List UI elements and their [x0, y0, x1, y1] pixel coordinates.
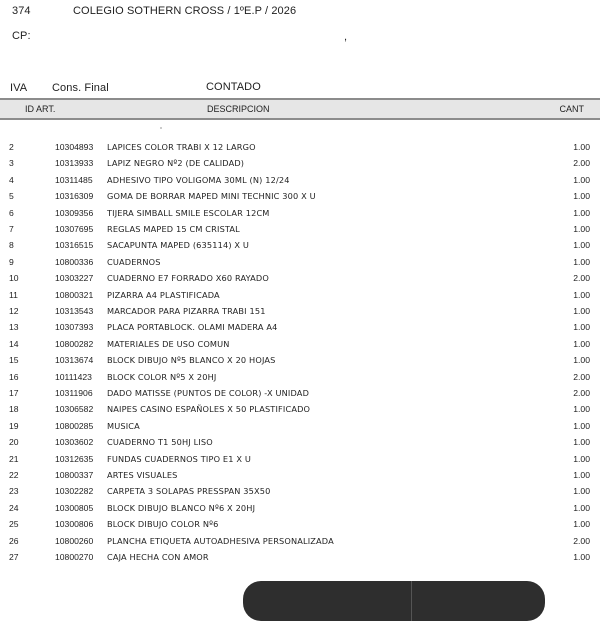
cp-comma: ,	[344, 31, 348, 43]
item-quantity: 1.00	[573, 240, 590, 251]
scan-speck	[160, 127, 162, 129]
article-id: 10300805	[55, 502, 94, 513]
article-id: 10309356	[55, 207, 94, 218]
iva-label: IVA	[10, 82, 28, 94]
item-quantity: 1.00	[573, 552, 590, 562]
item-description: LAPICES COLOR TRABI X 12 LARGO	[107, 142, 256, 152]
payment-type: CONTADO	[206, 81, 261, 93]
table-row	[0, 501, 600, 517]
article-id: 10312635	[55, 453, 94, 464]
iva-value: Cons. Final	[52, 82, 109, 94]
item-quantity: 2.00	[573, 388, 590, 398]
item-quantity: 1.00	[573, 256, 590, 267]
row-number: 4	[9, 174, 14, 185]
item-description: REGLAS MAPED 15 CM CRISTAL	[107, 224, 240, 234]
item-description: CUADERNO E7 FORRADO X60 RAYADO	[107, 273, 269, 284]
item-description: CAJA HECHA CON AMOR	[107, 552, 209, 562]
table-row	[0, 337, 600, 353]
table-row	[0, 370, 600, 386]
school-line: COLEGIO SOTHERN CROSS / 1ºE.P / 2026	[73, 5, 297, 17]
article-id: 10800282	[55, 338, 94, 349]
item-description: BLOCK DIBUJO COLOR Nº6	[107, 519, 219, 530]
article-id: 10311906	[55, 388, 93, 398]
row-number: 3	[9, 158, 14, 169]
article-id: 10800321	[55, 289, 94, 300]
row-number: 19	[9, 420, 19, 431]
toolbar-divider	[411, 581, 412, 621]
item-description: NAIPES CASINO ESPAÑOLES X 50 PLASTIFICADO	[107, 404, 311, 415]
item-quantity: 2.00	[573, 158, 590, 169]
document-number: 374	[12, 5, 31, 17]
table-row	[0, 140, 600, 156]
row-number: 9	[9, 256, 14, 267]
row-number: 20	[9, 437, 19, 448]
item-quantity: 1.00	[573, 191, 590, 202]
article-id: 10313933	[55, 158, 94, 169]
item-description: MUSICA	[107, 420, 140, 431]
article-id: 10303227	[55, 273, 94, 284]
column-header-id: ID ART.	[25, 104, 56, 114]
item-description: PLACA PORTABLOCK. OLAMI MADERA A4	[107, 322, 278, 333]
table-row	[0, 173, 600, 189]
article-id: 10800337	[55, 470, 94, 480]
table-row	[0, 517, 600, 533]
row-number: 12	[9, 306, 19, 316]
row-number: 8	[9, 240, 14, 251]
item-description: SACAPUNTA MAPED (635114) X U	[107, 240, 250, 251]
article-id: 10800336	[55, 256, 94, 267]
item-description: CUADERNO T1 50HJ LISO	[107, 437, 213, 448]
table-row	[0, 320, 600, 336]
row-number: 27	[9, 552, 19, 562]
table-row	[0, 468, 600, 484]
article-id: 10316309	[55, 191, 94, 202]
row-number: 11	[9, 289, 18, 300]
item-description: ARTES VISUALES	[107, 470, 178, 480]
item-quantity: 1.00	[573, 355, 590, 366]
row-number: 7	[9, 224, 14, 234]
item-quantity: 1.00	[573, 453, 590, 464]
table-row	[0, 484, 600, 500]
article-id: 10313674	[55, 355, 94, 366]
item-quantity: 1.00	[573, 142, 590, 152]
item-description: MARCADOR PARA PIZARRA TRABI 151	[107, 306, 266, 316]
row-number: 25	[9, 519, 19, 530]
article-id: 10311485	[55, 174, 93, 185]
cp-label: CP:	[12, 30, 31, 42]
table-row	[0, 222, 600, 238]
row-number: 26	[9, 535, 19, 546]
item-quantity: 2.00	[573, 273, 590, 284]
article-id: 10300806	[55, 519, 94, 530]
row-number: 16	[9, 371, 19, 382]
row-number: 13	[9, 322, 19, 333]
row-number: 10	[9, 273, 19, 284]
column-header-quantity: CANT	[559, 104, 584, 114]
item-description: DADO MATISSE (PUNTOS DE COLOR) -X UNIDAD	[107, 388, 310, 398]
article-id: 10307393	[55, 322, 94, 333]
table-row	[0, 435, 600, 451]
item-description: CARPETA 3 SOLAPAS PRESSPAN 35X50	[107, 486, 271, 497]
item-description: TIJERA SIMBALL SMILE ESCOLAR 12CM	[107, 207, 270, 218]
item-description: BLOCK DIBUJO Nº5 BLANCO X 20 HOJAS	[107, 355, 276, 366]
item-description: LAPIZ NEGRO Nº2 (DE CALIDAD)	[107, 158, 245, 169]
table-row	[0, 419, 600, 435]
item-quantity: 2.00	[573, 371, 590, 382]
article-id: 10111423	[55, 371, 92, 382]
item-quantity: 1.00	[573, 420, 590, 431]
article-id: 10316515	[55, 240, 94, 251]
table-row	[0, 386, 600, 402]
item-quantity: 1.00	[573, 289, 590, 300]
row-number: 2	[9, 142, 14, 152]
item-quantity: 1.00	[573, 519, 590, 530]
article-id: 10800260	[55, 535, 94, 546]
article-id: 10800270	[55, 552, 94, 562]
row-number: 22	[9, 470, 19, 480]
column-header-description: DESCRIPCION	[207, 104, 270, 114]
table-row	[0, 288, 600, 304]
item-description: BLOCK DIBUJO BLANCO Nº6 X 20HJ	[107, 502, 256, 513]
table-row	[0, 255, 600, 271]
item-description: PLANCHA ETIQUETA AUTOADHESIVA PERSONALIZADA	[107, 535, 334, 546]
table-header	[0, 98, 600, 120]
table-row	[0, 206, 600, 222]
article-id: 10313543	[55, 306, 94, 316]
item-quantity: 1.00	[573, 207, 590, 218]
row-number: 24	[9, 502, 19, 513]
row-number: 5	[9, 191, 14, 202]
table-row	[0, 189, 600, 205]
item-quantity: 1.00	[573, 338, 590, 349]
article-id: 10303602	[55, 437, 94, 448]
article-id: 10307695	[55, 224, 94, 234]
item-description: CUADERNOS	[107, 256, 161, 267]
item-description: ADHESIVO TIPO VOLIGOMA 30ML (N) 12/24	[107, 174, 290, 185]
row-number: 21	[9, 453, 19, 464]
table-row	[0, 452, 600, 468]
item-quantity: 1.00	[573, 322, 590, 333]
item-description: GOMA DE BORRAR MAPED MINI TECHNIC 300 X U	[107, 191, 316, 202]
row-number: 18	[9, 404, 19, 415]
table-row	[0, 534, 600, 550]
item-quantity: 2.00	[573, 535, 590, 546]
table-row	[0, 550, 600, 566]
table-row	[0, 304, 600, 320]
item-description: PIZARRA A4 PLASTIFICADA	[107, 289, 220, 300]
article-id: 10302282	[55, 486, 94, 497]
article-id: 10800285	[55, 420, 94, 431]
row-number: 15	[9, 355, 19, 366]
item-quantity: 1.00	[573, 437, 590, 448]
item-quantity: 1.00	[573, 174, 590, 185]
row-number: 14	[9, 338, 19, 349]
row-number: 17	[9, 388, 19, 398]
row-number: 23	[9, 486, 19, 497]
item-quantity: 1.00	[573, 306, 590, 316]
article-id: 10304893	[55, 142, 94, 152]
item-description: FUNDAS CUADERNOS TIPO E1 X U	[107, 453, 252, 464]
table-row	[0, 402, 600, 418]
item-quantity: 1.00	[573, 486, 590, 497]
table-row	[0, 238, 600, 254]
item-description: BLOCK COLOR Nº5 X 20HJ	[107, 371, 217, 382]
table-row	[0, 271, 600, 287]
table-row	[0, 353, 600, 369]
item-quantity: 1.00	[573, 502, 590, 513]
row-number: 6	[9, 207, 14, 218]
table-row	[0, 156, 600, 172]
item-quantity: 1.00	[573, 470, 590, 480]
article-id: 10306582	[55, 404, 94, 415]
item-quantity: 1.00	[573, 404, 590, 415]
overlay-toolbar[interactable]	[243, 581, 545, 621]
item-quantity: 1.00	[573, 224, 590, 234]
item-description: MATERIALES DE USO COMUN	[107, 338, 230, 349]
